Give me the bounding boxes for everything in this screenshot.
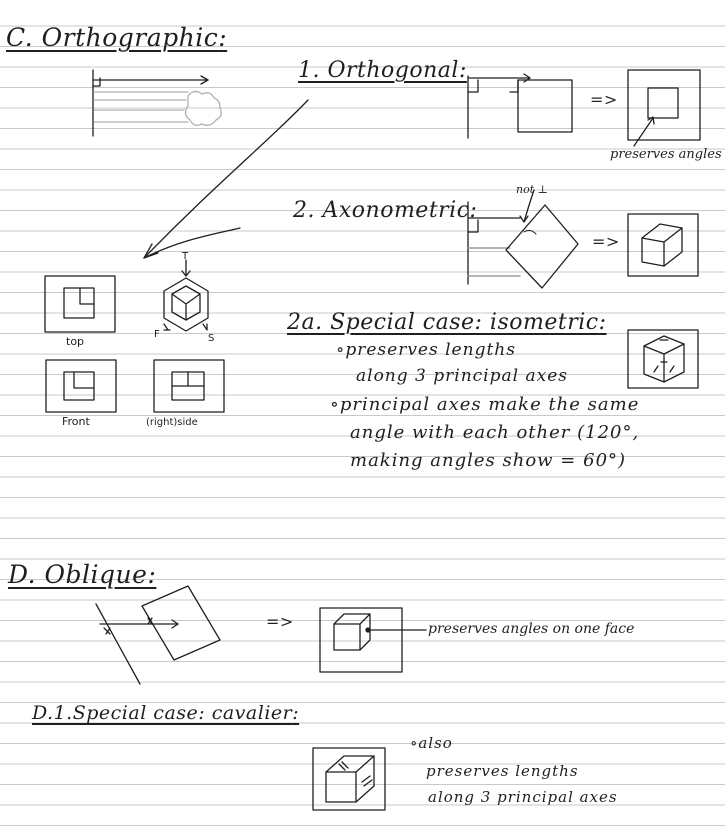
bullet-icon: ∘	[410, 734, 419, 752]
iso-bullet-2-line-2: angle with each other (120°,	[350, 422, 640, 443]
caption-preserves-angles: preserves angles	[610, 147, 722, 162]
heading-oblique-colon: :	[147, 560, 157, 589]
orthogonal-sketch	[468, 70, 700, 146]
cavalier-cube-sketch	[313, 748, 385, 810]
heading-isometric-colon: :	[598, 310, 607, 335]
big-curved-arrow	[144, 100, 308, 258]
iso-bullet-1-text: preserves lengths	[345, 340, 516, 360]
heading-orthographic	[6, 25, 227, 50]
orthogonal-arrow: =>	[590, 90, 618, 109]
isometric-cube-sketch	[628, 330, 698, 388]
label-right-side: (right)side	[146, 417, 198, 428]
bullet-icon: ∘	[330, 394, 340, 415]
iso-bullet-2	[330, 396, 639, 414]
label-top: top	[66, 335, 85, 348]
heading-axonometric-colon: :	[469, 198, 478, 223]
orthographic-projection-sketch	[93, 70, 221, 136]
heading-axonometric-text: 2. Axonometric	[293, 198, 470, 223]
label-s: S	[208, 333, 215, 344]
heading-orthogonal-colon: :	[458, 58, 467, 83]
iso-bullet-2-text: principal axes make the same	[339, 394, 640, 415]
heading-cavalier	[32, 704, 299, 723]
iso-bullet-1	[336, 342, 516, 359]
label-t: T	[182, 251, 189, 262]
oblique-arrow: =>	[266, 612, 294, 631]
heading-orthogonal	[298, 60, 467, 82]
heading-cavalier-colon: :	[292, 702, 300, 724]
heading-cavalier-text: D.1.Special case: cavalier	[32, 702, 293, 724]
heading-orthographic-text: C. Orthographic	[6, 23, 219, 52]
axonometric-sketch	[468, 190, 698, 288]
heading-isometric-text: 2a. Special case: isometric	[287, 310, 599, 335]
heading-axonometric	[293, 200, 477, 222]
heading-orthographic-colon: :	[218, 23, 228, 52]
cav-bullet-1	[410, 736, 453, 751]
heading-oblique-text: D. Oblique	[8, 560, 148, 589]
heading-isometric	[287, 312, 607, 334]
note-not-perpendicular: not ⊥	[516, 183, 548, 196]
heading-orthogonal-text: 1. Orthogonal	[298, 58, 459, 83]
iso-bullet-2-line-3: making angles show = 60°)	[350, 450, 627, 471]
bullet-icon: ∘	[336, 340, 346, 360]
cav-bullet-line-3: along 3 principal axes	[428, 788, 618, 806]
label-front: Front	[62, 415, 90, 428]
heading-oblique	[8, 562, 156, 587]
label-f: F	[154, 329, 160, 340]
oblique-sketch	[96, 586, 426, 684]
cav-bullet-1-text: also	[418, 734, 453, 752]
axonometric-arrow: =>	[592, 232, 620, 251]
cav-bullet-line-2: preserves lengths	[426, 762, 579, 780]
caption-preserves-angles-one-face: preserves angles on one face	[428, 621, 635, 637]
iso-bullet-1-line-2: along 3 principal axes	[356, 366, 568, 386]
